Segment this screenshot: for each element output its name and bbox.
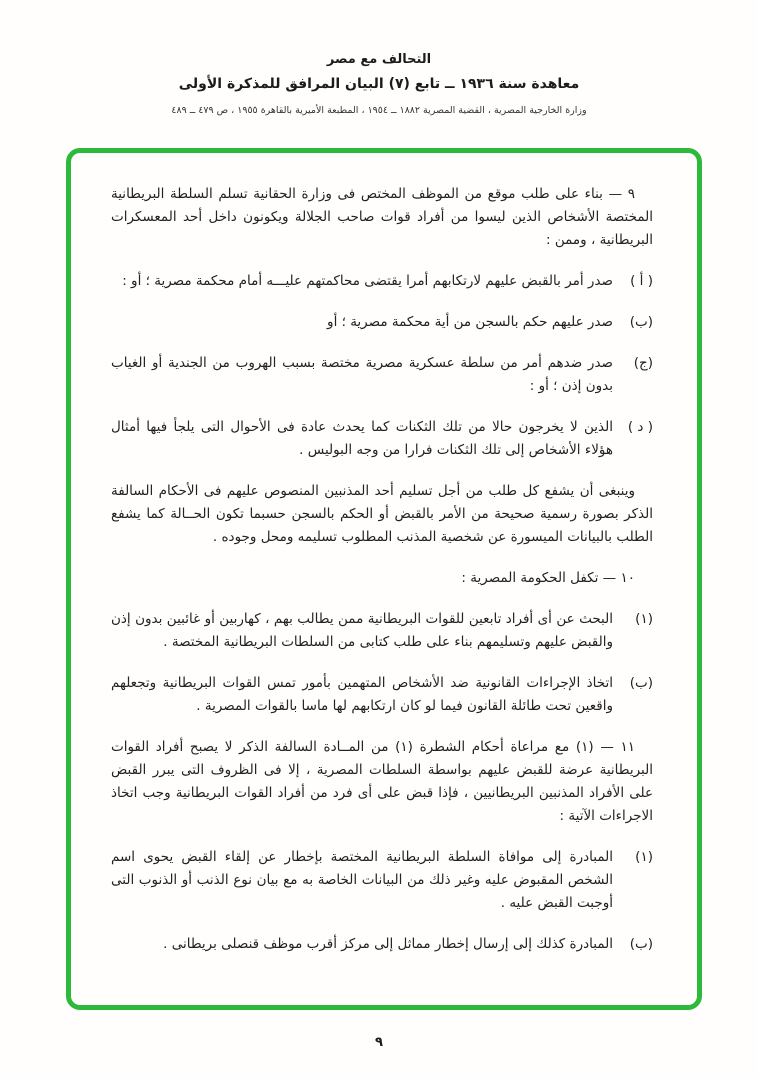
item-marker: ( أ ) bbox=[630, 273, 653, 289]
document-subtitle: معاهدة سنة ١٩٣٦ ــ تابع (٧) البيان المرافق للمذكرة الأولى bbox=[178, 76, 580, 92]
item-text: المبادرة إلى موافاة السلطة البريطانية المختصة بإخطار عن إلقاء القبض يحوى اسم الشخص المقبوض عليه وغير ذلك من البيانات الخاصة به مع بيان نوع الذنب أو الذنوب التى أوجبت القبض عليه . bbox=[111, 849, 613, 911]
item-text: صدر عليهم حكم بالسجن من أية محكمة مصرية ؛ أو bbox=[327, 314, 613, 330]
item-text: صدر ضدهم أمر من سلطة عسكرية مصرية مختصة بسبب الهروب من الجندية أو الغياب بدون إذن ؛ أو : bbox=[111, 355, 613, 394]
paragraph: ١٠ — تكفل الحكومة المصرية : bbox=[461, 570, 635, 586]
item-marker: (١) bbox=[635, 611, 653, 627]
document-source-citation: وزارة الخارجية المصرية ، القضية المصرية ١٨٨٢ ــ ١٩٥٤ ، المطبعة الأميرية بالقاهرة ١٩٥٥ ، ص ٤٧٩ ــ ٤٨٩ bbox=[171, 105, 587, 116]
page-number: ٩ bbox=[375, 1035, 383, 1050]
item-text: صدر أمر بالقبض عليهم لارتكابهم أمرا يقتضى محاكمتهم عليـــه أمام محكمة مصرية ؛ أو : bbox=[122, 273, 613, 289]
list-item bbox=[111, 311, 653, 334]
document-header bbox=[0, 52, 758, 116]
list-item bbox=[111, 933, 653, 956]
list-item bbox=[111, 846, 653, 915]
paragraph: ١١ — (١) مع مراعاة أحكام الشطرة (١) من المــادة السالفة الذكر لا يصبح أفراد القوات البريطانية عرضة للقبض عليهم بواسطة السلطات المصرية ، إلا فى الظروف التى يبرر القبض على الأفراد المذنبين البريطانيين ، فإذا قبض على أى فرد من أفراد القوات البريطانية وجب اتخاذ الاجراءات الآتية : bbox=[111, 739, 653, 824]
item-marker: (ب) bbox=[629, 314, 653, 330]
item-marker: (١) bbox=[635, 849, 653, 865]
paragraph: ٩ — بناء على طلب موقع من الموظف المختص فى وزارة الحقانية تسلم السلطة البريطانية المختصة الأشخاص الذين ليسوا من أفراد قوات صاحب الجلالة ويكونون داخل أحد المعسكرات البريطانية ، وممن : bbox=[111, 186, 653, 248]
document-title: التحالف مع مصر bbox=[326, 52, 432, 67]
item-text: المبادرة كذلك إلى إرسال إخطار مماثل إلى مركز أقرب موظف قنصلى بريطانى . bbox=[163, 936, 613, 952]
list-item bbox=[111, 416, 653, 462]
list-item bbox=[111, 608, 653, 654]
paragraph: وينبغى أن يشفع كل طلب من أجل تسليم أحد المذنبين المنصوص عليهم فى الأحكام السالفة الذكر بصورة رسمية صحيحة من الأمر بالقبض أو الحكم بالسجن حسبما تكون الحــالة كما يشفع الطلب بالبيانات الميسورة عن شخصية المذنب المطلوب تسليمه ومحل وجوده . bbox=[111, 483, 653, 545]
list-item bbox=[111, 352, 653, 398]
item-marker: (ب) bbox=[629, 936, 653, 952]
item-marker: ( د ) bbox=[627, 419, 653, 435]
list-item bbox=[111, 270, 653, 293]
item-marker: (ج) bbox=[633, 355, 653, 371]
body-text bbox=[111, 183, 653, 974]
list-item bbox=[111, 672, 653, 718]
item-text: اتخاذ الإجراءات القانونية ضد الأشخاص المتهمين بأمور تمس القوات البريطانية وتجعلهم واقعين تحت طائلة القانون فيما لو كان ارتكابهم لها ماسا بالقوات المصرية . bbox=[111, 675, 613, 714]
item-text: البحث عن أى أفراد تابعين للقوات البريطانية ممن يطالب بهم ، كهاربين أو غائبين بدون إذن والقبض عليهم وتسليمهم بناء على طلب كتابى من السلطات البريطانية المختصة . bbox=[111, 611, 613, 650]
item-text: الذين لا يخرجون حالا من تلك الثكنات كما يحدث عادة فى الأحوال التى يلجأ فيها أمثال هؤلاء الأشخاص إلى تلك الثكنات فرارا من وجه البوليس . bbox=[111, 419, 613, 458]
highlight-border-box bbox=[66, 148, 702, 1010]
item-marker: (ب) bbox=[629, 675, 653, 691]
